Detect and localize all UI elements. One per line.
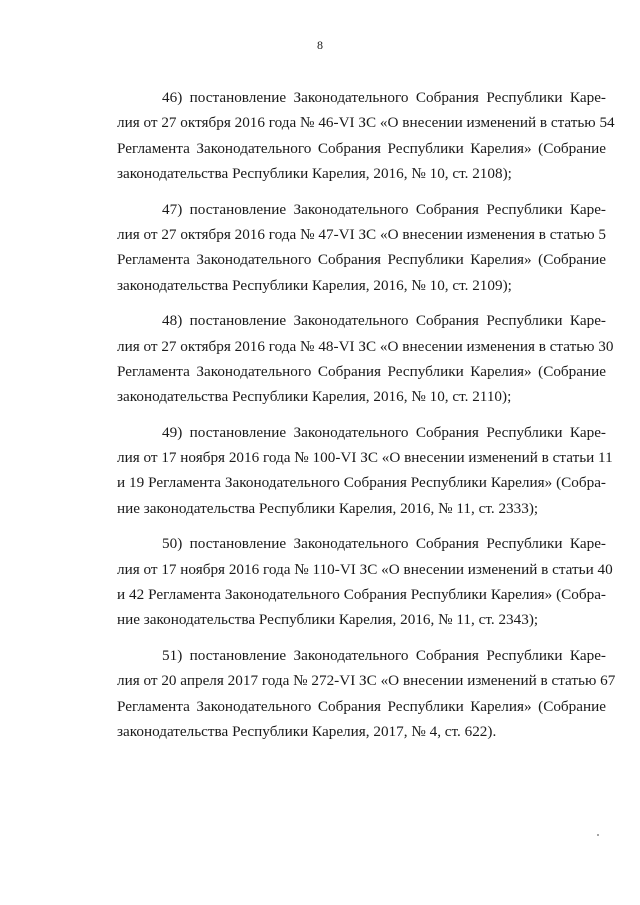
text-line: лия от 17 ноября 2016 года № 100-VI ЗС «О внесении изменений в статьи 11 xyxy=(117,449,613,467)
text-line: 48) постановление Законодательного Собрания Республики Каре- xyxy=(162,312,606,330)
text-line: 51) постановление Законодательного Собрания Республики Каре- xyxy=(162,646,606,664)
scan-speck xyxy=(597,834,599,836)
list-item-46 xyxy=(117,85,615,187)
text-line: Регламента Законодательного Собрания Республики Карелия» (Собрание xyxy=(117,139,606,157)
text-line: ние законодательства Республики Карелия, 2016, № 11, ст. 2333); xyxy=(117,499,539,517)
list-item-49 xyxy=(117,420,613,522)
text-line: 46) постановление Законодательного Собрания Республики Каре- xyxy=(162,89,606,106)
text-line: и 42 Регламента Законодательного Собрания Республики Карелия» (Собра- xyxy=(117,586,606,604)
text-line: законодательства Республики Карелия, 2016, № 10, ст. 2110); xyxy=(117,388,512,406)
text-line: 47) постановление Законодательного Собрания Республики Каре- xyxy=(162,200,606,218)
text-line: лия от 20 апреля 2017 года № 272-VI ЗС «О внесении изменений в статью 67 xyxy=(117,672,616,690)
text-line: 50) постановление Законодательного Собрания Республики Каре- xyxy=(162,535,606,553)
document-body xyxy=(117,85,616,754)
text-line: Регламента Законодательного Собрания Республики Карелия» (Собрание xyxy=(117,251,606,269)
text-line: законодательства Республики Карелия, 2016, № 10, ст. 2108); xyxy=(117,165,512,183)
page-number: 8 xyxy=(317,38,323,52)
text-line: 49) постановление Законодательного Собрания Республики Каре- xyxy=(162,423,606,441)
list-item-51 xyxy=(117,643,616,745)
text-line: ние законодательства Республики Карелия, 2016, № 11, ст. 2343); xyxy=(117,611,539,629)
text-line: лия от 27 октября 2016 года № 46-VI ЗС «О внесении изменений в статью 54 xyxy=(117,114,615,132)
list-item-48 xyxy=(117,308,614,410)
list-item-47 xyxy=(117,197,606,299)
text-line: законодательства Республики Карелия, 2016, № 10, ст. 2109); xyxy=(117,276,512,294)
text-line: лия от 17 ноября 2016 года № 110-VI ЗС «О внесении изменений в статьи 40 xyxy=(117,560,613,578)
text-line: лия от 27 октября 2016 года № 48-VI ЗС «О внесении изменения в статью 30 xyxy=(117,337,614,355)
text-line: лия от 27 октября 2016 года № 47-VI ЗС «О внесении изменения в статью 5 xyxy=(117,225,606,243)
text-line: Регламента Законодательного Собрания Республики Карелия» (Собрание xyxy=(117,362,606,380)
list-item-50 xyxy=(117,531,613,633)
text-line: и 19 Регламента Законодательного Собрания Республики Карелия» (Собра- xyxy=(117,474,606,492)
text-line: законодательства Республики Карелия, 2017, № 4, ст. 622). xyxy=(117,722,497,740)
text-line: Регламента Законодательного Собрания Республики Карелия» (Собрание xyxy=(117,697,606,715)
